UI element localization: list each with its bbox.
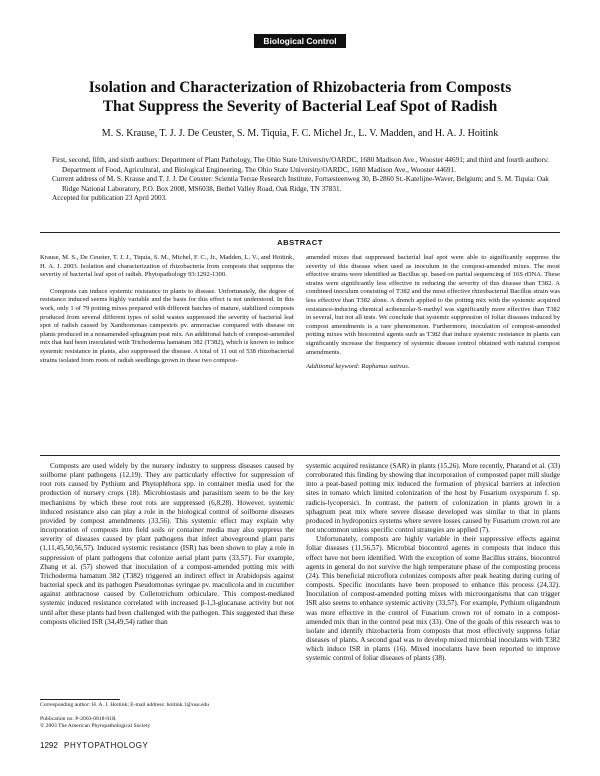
page-footer (40, 741, 148, 750)
abstract-top-rule (40, 232, 560, 233)
corresponding-author: Corresponding author: H. A. J. Hoitink; E-mail address: hoitink.1@osu.edu (40, 702, 210, 708)
journal-name: PHYTOPATHOLOGY (64, 741, 149, 750)
publication-info (40, 716, 294, 731)
intro-paragraph-2: systemic acquired resistance (SAR) in plants (15,26). More recently, Pharand et al. (33) corroborated this finding by showing that incorporation of composted paper mill sludge into a peat-based potting mix induced the formation of physical barriers at infection sites in tomato which limited colonization of the host by Fusarium oxysporum f. sp. radicis-lycopersici. In contrast, the pattern of colonization in plants grown in a sphagnum peat mix where severe disease developed was similar to that in plants produced in hydroponics systems where severe losses caused by Fusarium crown rot are not uncommon unless specific control strategies are applied (7). (306, 462, 560, 535)
copyright: © 2003 The American Phytopathological Society (40, 723, 151, 730)
footnote-rule (40, 699, 120, 700)
author-list: M. S. Krause, T. J. J. De Ceuster, S. M. Tiquia, F. C. Michel Jr., L. V. Madden, and H. A. J. Hoitink (101, 128, 499, 139)
title-line-2: That Suppress the Severity of Bacterial Leaf Spot of Radish (102, 98, 498, 115)
citation: Krause, M. S., De Ceuster, T. J. J., Tiquia, S. M., Michel, F. C., Jr., Madden, L. V., and Hoitink, H. A. J. 2003. Isolation and characterization of rhizobacteria from composts that suppress the severity of bacterial leaf spot of radish. Phytopathology 93:1292-1300. (40, 254, 294, 279)
abstract-right-column (306, 254, 560, 372)
title-line-1: Isolation and Characterization of Rhizobacteria from Composts (88, 79, 512, 96)
affiliation-primary: First, second, fifth, and sixth authors: Department of Plant Pathology, The Ohio State University/OARDC, 1680 Madison Ave., Wooster 44691; and third and fourth authors: Department of Food, Agricultural, and Biological Engineering, The Ohio State University/OARDC, 1680 Madison Ave., Wooster 44691. (52, 156, 549, 174)
additional-keyword: Additional keyword: Raphanus sativus. (306, 363, 410, 371)
abstract-bottom-rule (40, 455, 560, 456)
article-title (40, 78, 560, 116)
affiliations (52, 156, 552, 204)
intro-paragraph-3: Unfortunately, composts are highly variable in their suppressive effects against foliar diseases (11,56,57). Microbial biocontrol agents in composts that induce this effect have not been identified. With the exception of some Bacillus strains, biocontrol agents in general do not survive the high temperature phase of the composting process (24). This beneficial microflora colonizes composts after peak heating during curing of composts. Specific inoculants have been proposed to enhance this process (24,32). Inoculation of compost-amended potting mixes with microorganisms that can trigger ISR also seems to enhance systemic activity (33,57). For example, Pythium oligandrum was more effective in the control of Fusarium crown rot of tomato in a compost-amended mix than in the control peat mix (33). One of the goals of this research was to isolate and identify rhizobacteria from composts that most effectively suppress foliar diseases of plants. A second goal was to develop mixed microbial inoculants with T382 which induce ISR in plants (16). Mixed inoculants have been reported to improve systemic control of foliar diseases of plants (38). (306, 535, 560, 663)
abstract-text-right: amended mixes that suppressed bacterial leaf spot were able to significantly suppress the severity of this disease when used as inoculum in the compost-amended mixes. The most effective strains were identified as Bacillus sp. based on partial sequencing of 16S rDNA. These strains were significantly less effective in reducing the severity of this disease than T382. A combined inoculum consisting of T382 and the most effective rhizobacterial Bacillus strain was less effective than T382 alone. A drench applied to the potting mix with the systemic acquired resistance-inducing chemical acibenzolar-S-methyl was significantly more effective than T382 in several, but not all tests. We conclude that systemic suppression of foliar diseases induced by compost amendments is a rare phenomenon. Furthermore, inoculation of compost-amended potting mixes with biocontrol agents such as T382 that induce systemic resistance in plants can significantly increase the frequency of systemic disease control obtained with natural compost amendments. (306, 254, 560, 356)
abstract-left-column (40, 254, 294, 365)
body-left-column (40, 462, 294, 627)
body-right-column (306, 462, 560, 663)
abstract-text-left: Composts can induce systemic resistance in plants to disease. Unfortunately, the degree of resistance induced seems highly variable and the basis for this effect is not understood. In this work, only 1 of 79 potting mixes prepared with different batches of mature, stabilized composts produced from several different types of solid wastes suppressed the severity of bacterial leaf spot of radish caused by Xanthomonas campestris pv. armoraciae compared with disease on plants produced in a nonamended sphagnum peat mix. An additional batch of compost-amended mix that had been inoculated with Trichoderma hamatum 382 (T382), which is known to induce systemic resistance in plants, also suppressed the disease. A total of 11 out of 538 rhizobacterial strains isolated from roots of radish seedlings grown in these two compost- (40, 287, 294, 364)
publication-number: Publication no. P-2003-0818-01R (40, 716, 116, 722)
section-tag: Biological Control (254, 34, 346, 48)
intro-paragraph-1: Composts are used widely by the nursery industry to suppress diseases caused by soilborne plant pathogens (12,19). They are particularly effective for suppression of root rots caused by Pythium and Phytophthora spp. in container media used for the production of nursery crops (18). Microbiostasis and parasitism seem to be the key mechanisms by which these root rots are suppressed (6,8,28). However, systemic induced resistance also can play a role in the biological control of soilborne diseases provided by compost amendments (33,56). This systemic effect may explain why incorporation of composts into field soils or container media may also suppress the severity of diseases caused by plant pathogens that infect aboveground plant parts (1,11,45,50,56,57). Induced systemic resistance (ISR) has been shown to play a role in suppression of plant pathogens that colonize aerial plant parts (33,57). For example, Zhang et al. (57) showed that inoculation of a compost-amended potting mix with Trichoderma hamatum 382 (T382) triggered an indirect effect in Arabidopsis against bacterial speck and its pathogen Pseudomonas syringae pv. maculicola and in cucumber against anthracnose caused by Colletotrichum orbiculare. This compost-mediated systemic induced resistance correlated with increased β-1,3-glucanase activity but not until after these plants had been challenged with the pathogen. This suggested that these composts elicited ISR (34,49,54) rather than (40, 462, 294, 626)
page-number: 1292 (40, 741, 58, 750)
abstract-heading: ABSTRACT (277, 238, 323, 247)
accepted-date: Accepted for publication 23 April 2003. (52, 194, 167, 202)
affiliation-current: Current address of M. S. Krause and T. J. J. De Ceuster: Scientia Terrae Research Institute, Fortsesteenweg 30, B-2860 St.-Katelijne-Waver, Belgium; and S. M. Tiquia: Oak Ridge National Laboratory, P.O. Box 2008, MS6038, Bethel Valley Road, Oak Ridge, TN 37831. (52, 175, 549, 193)
